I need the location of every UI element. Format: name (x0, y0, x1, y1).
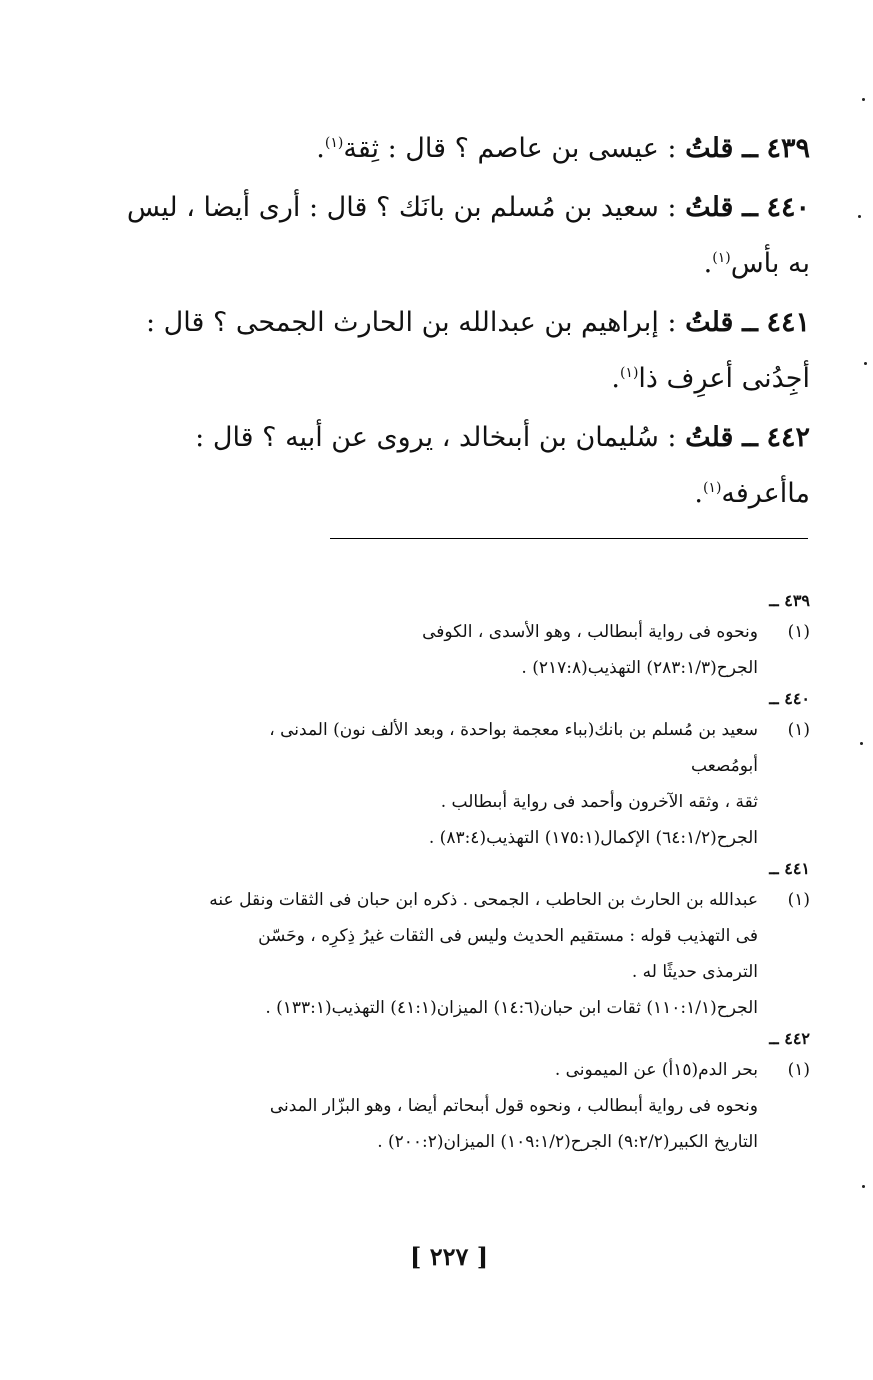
footnote-marker: (١) (787, 622, 810, 642)
entry-number: ٤٣٩ (766, 133, 810, 164)
entry-qult: قلتُ (685, 192, 734, 223)
footnote-line: بحر الدم(١٥أ) عن الميمونى . (554, 1060, 758, 1080)
footnote-line: ونحوه فى رواية أبىطالب ، ونحوه قول أبىحاتم أيضا ، وهو البزّار المدنى (269, 1096, 758, 1116)
scan-speck (864, 362, 867, 365)
footnote-marker: (١) (787, 1060, 810, 1080)
footnote-ref: (١) (702, 480, 722, 496)
entry-qult: قلتُ (685, 133, 734, 164)
footnote-line: فى التهذيب قوله : مستقيم الحديث وليس فى الثقات غيرُ ذِكرِه ، وحَسّن (258, 926, 758, 946)
footnote-line: الترمذى حديثًا له . (631, 962, 758, 982)
footnote-line: ثقة ، وثقه الآخرون وأحمد فى رواية أبىطالب . (440, 792, 758, 812)
entry-dash: ــ (742, 133, 758, 164)
footnote-line: الجرح(١١٠:١/١) ثقات ابن حبان(١٤:٦) الميزان(٤١:١) التهذيب(١٣٣:١) . (265, 998, 758, 1018)
entry-qult: قلتُ (685, 422, 734, 453)
entry-qult: قلتُ (685, 307, 734, 338)
footnote-marker: (١) (787, 720, 810, 740)
entry-442 (110, 412, 810, 519)
footnote-marker: (١) (787, 890, 810, 910)
entry-end: . (316, 133, 325, 164)
entry-441 (110, 297, 810, 404)
entry-dash: ــ (742, 192, 758, 223)
entry-text: : عيسى بن عاصم ؟ قال : ثِقة (343, 133, 677, 164)
page-number: [ ٢٢٧ ] (410, 1242, 489, 1271)
footnote-ref: (١) (619, 365, 639, 381)
footnote-line: التاريخ الكبير(٩:٢/٢) الجرح(١٠٩:١/٢) الميزان(٢٠٠:٢) . (377, 1132, 758, 1152)
footnote-line: الجرح(٦٤:١/٢) الإكمال(١٧٥:١) التهذيب(٨٣:٤) . (428, 828, 758, 848)
main-text (110, 118, 810, 527)
footnote-440 (110, 712, 810, 856)
entry-dash: ــ (742, 307, 758, 338)
footnote-line: ونحوه فى رواية أبىطالب ، وهو الأسدى ، الكوفى (422, 622, 758, 642)
footnote-ref: (١) (324, 135, 344, 151)
footnote-separator (330, 538, 808, 539)
footnote-line: عبدالله بن الحارث بن الحاطب ، الجمحى . ذكره ابن حبان فى الثقات ونقل عنه (209, 890, 758, 910)
scan-speck (860, 742, 863, 745)
footnote-441 (110, 882, 810, 1026)
entry-number: ٤٤١ (766, 307, 810, 338)
footnote-heading: ٤٤١ ــ (769, 859, 810, 878)
entry-439 (110, 118, 810, 174)
entry-440 (110, 182, 810, 289)
entry-text: : سُليمان بن أبىخالد ، يروى عن أبيه ؟ قال : ماأعرفه (195, 422, 810, 509)
footnote-line: أبومُصعب (691, 756, 758, 776)
footnote-ref: (١) (712, 250, 731, 266)
entry-number: ٤٤٢ (766, 422, 810, 453)
entry-end: . (611, 363, 620, 394)
scan-speck (862, 98, 865, 101)
scan-speck (862, 1185, 865, 1188)
footnote-439 (110, 614, 810, 686)
footnote-heading: ٤٤٠ ــ (769, 689, 810, 708)
entry-text: : سعيد بن مُسلم بن بانَك ؟ قال : أرى أيضا ، ليس به بأس (126, 192, 810, 279)
footnotes (110, 588, 810, 1160)
footnote-heading: ٤٤٢ ــ (769, 1029, 810, 1048)
footnote-line: سعيد بن مُسلم بن بانك(بباء معجمة بواحدة ، وبعد الألف نون) المدنى ، (269, 720, 758, 740)
footnote-line: الجرح(٢٨٣:١/٣) التهذيب(٢١٧:٨) . (521, 658, 758, 678)
footnote-442 (110, 1052, 810, 1160)
entry-dash: ــ (742, 422, 758, 453)
entry-number: ٤٤٠ (766, 192, 810, 223)
entry-end: . (703, 248, 713, 279)
entry-text: : إبراهيم بن عبدالله بن الحارث الجمحى ؟ قال : أجِدُنى أعرِف ذا (145, 307, 810, 394)
entry-end: . (694, 478, 703, 509)
scan-speck (858, 215, 861, 218)
footnote-heading: ٤٣٩ ــ (769, 591, 810, 610)
